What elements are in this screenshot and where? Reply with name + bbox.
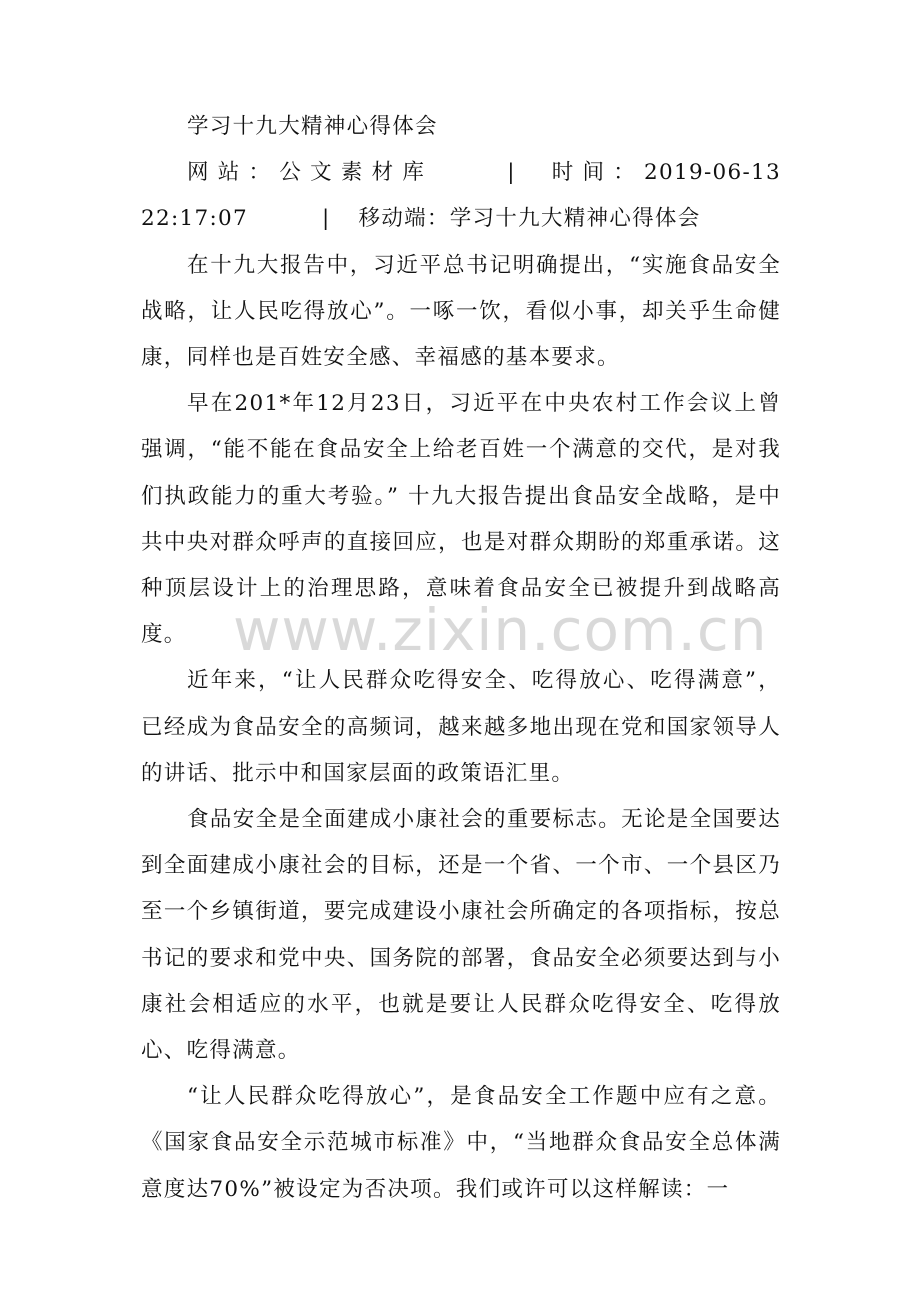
meta-separator: | <box>321 206 331 232</box>
document-meta <box>141 150 781 242</box>
watermark: www.zixin.com.cn <box>233 596 768 664</box>
mobile-label: 移动端： <box>358 206 450 232</box>
time-label: 时间： <box>543 160 645 186</box>
site-value: 公文素材库 <box>279 160 434 186</box>
paragraph: 早在201*年12月23日，习近平在中央农村工作会议上曾强调，“能不能在食品安全上给老百姓一个满意的交代，是对我们执政能力的重大考验。” 十九大报告提出食品安全战略，是中共中央对群众呼声的直接回应，也是对群众期盼的郑重承诺。这种顶层设计上的治理思路，意味着食品安全已被提升到战略高度。 <box>141 391 781 648</box>
paragraph: “让人民群众吃得放心”，是食品安全工作题中应有之意。《国家食品安全示范城市标准》中，“当地群众食品安全总体满意度达70%”被设定为否决项。我们或许可以这样解读：一 <box>141 1084 781 1202</box>
meta-separator: | <box>507 160 516 186</box>
document-body <box>141 104 781 1213</box>
site-label: 网站： <box>187 160 280 186</box>
paragraph: 食品安全是全面建成小康社会的重要标志。无论是全国要达到全面建成小康社会的目标，还是一个省、一个市、一个县区乃至一个乡镇街道，要完成建设小康社会所确定的各项指标，按总书记的要求和党中央、国务院的部署，食品安全必须要达到与小康社会相适应的水平，也就是要让人民群众吃得安全、吃得放心、吃得满意。 <box>141 807 781 1064</box>
paragraph: 近年来，“让人民群众吃得安全、吃得放心、吃得满意”，已经成为食品安全的高频词，越来越多地出现在党和国家领导人的讲话、批示中和国家层面的政策语汇里。 <box>141 668 781 786</box>
mobile-value: 学习十九大精神心得体会 <box>449 206 701 232</box>
paragraph: 在十九大报告中，习近平总书记明确提出，“实施食品安全战略，让人民吃得放心”。一啄一饮，看似小事，却关乎生命健康，同样也是百姓安全感、幸福感的基本要求。 <box>141 252 781 371</box>
time-value: 2019-06-13 22:17:07 <box>141 160 781 232</box>
document-title: 学习十九大精神心得体会 <box>187 114 438 139</box>
